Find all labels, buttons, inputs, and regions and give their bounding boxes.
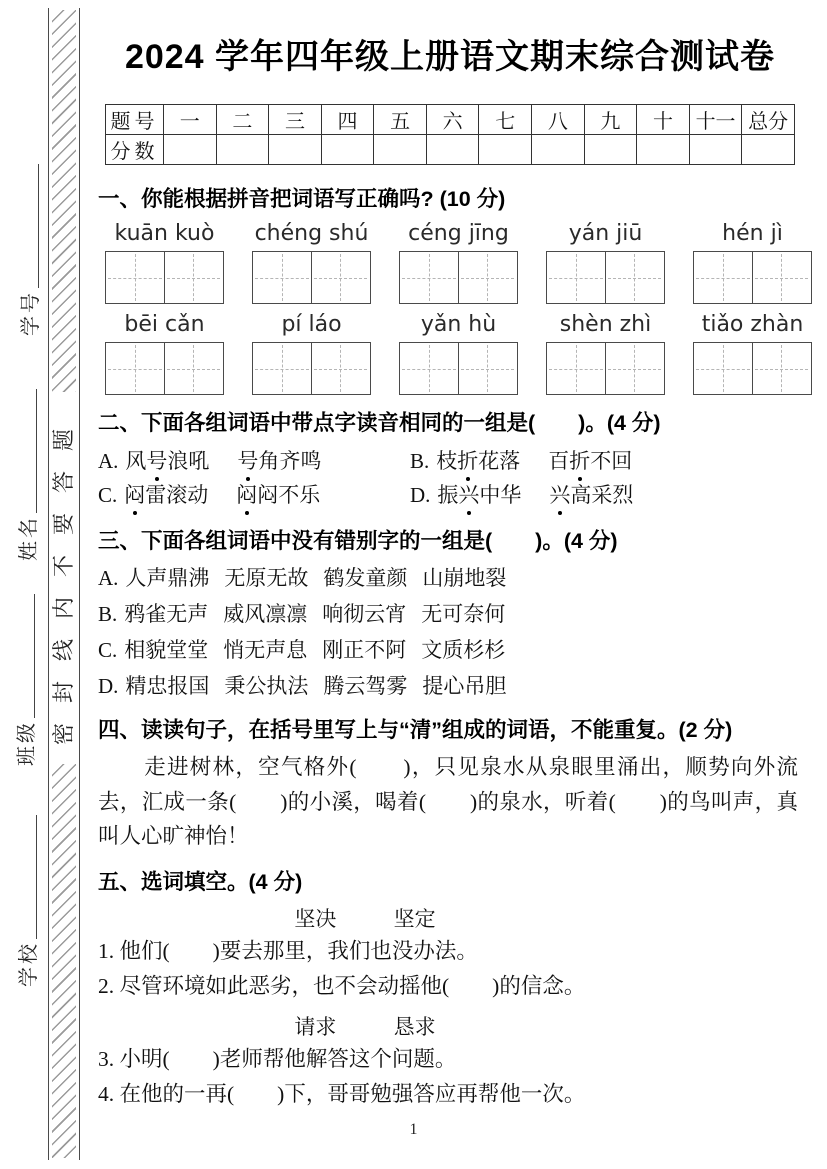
class-field [13,594,39,766]
fill-item-1: 1. 他们( )要去那里，我们也没办法。 [98,938,478,963]
pinyin-label: yǎn hù [420,312,497,337]
score-cell [689,135,742,165]
page-title: 2024 学年四年级上册语文期末综合测试卷 [124,38,776,76]
writing-grid-cell [253,252,311,303]
pinyin-label: pí láo [281,312,342,337]
fill-item-3: 3. 小明( )老师帮他解答这个问题。 [98,1046,457,1071]
option-word: 秉公执法 [224,674,309,698]
writing-grid-cell [694,343,752,394]
pinyin-tile [252,221,371,304]
score-table-header: 题号 [106,105,164,135]
pinyin-label: hén jì [722,221,783,246]
pinyin-label: yán jiū [568,221,643,246]
writing-grid-cell [547,343,605,394]
score-table-header: 分数 [106,135,164,165]
pinyin-label: kuān kuò [114,221,215,246]
writing-grid-cell [106,252,164,303]
option-label: D. [98,674,119,698]
writing-grid-cell [752,343,811,394]
option-word: 无原无故 [224,566,309,590]
option-label: A. [98,566,119,590]
option-row [98,445,410,477]
option-phrase: 风号浪吼 [125,445,209,477]
section2-heading: 二、下面各组词语中带点字读音相同的一组是( )。(4 分) [98,411,661,435]
writing-grid [399,251,518,304]
pinyin-tile [546,312,665,395]
writing-grid-cell [164,343,223,394]
option-phrase: 振兴中华 [437,479,521,511]
score-table-score-row [106,135,795,165]
exam-content [98,0,812,1112]
writing-grid [105,342,224,395]
option-row [98,479,410,511]
option-row [410,445,812,477]
page-number: 1 [409,1121,418,1138]
option-phrase: 闷闷不乐 [236,479,320,511]
option-row [98,668,812,704]
word-choice: 请求 [294,1014,337,1039]
score-cell [426,135,479,165]
option-word: 鸦雀无声 [124,602,209,626]
option-word: 无可奈何 [421,602,506,626]
pinyin-tile [399,312,518,395]
writing-grid-cell [400,343,458,394]
writing-grid-cell [164,252,223,303]
student-id-label: 学号 [20,290,42,336]
pinyin-tile [399,221,518,304]
score-cell [532,135,585,165]
pinyin-row-1 [105,221,812,304]
pinyin-tile [693,221,812,304]
option-label: D. [410,483,431,507]
option-phrase: 百折不回 [548,445,632,477]
score-table-col: 二 [216,105,269,135]
word-choice-pair-1 [105,904,625,934]
score-cell [374,135,427,165]
option-word: 山崩地裂 [422,566,507,590]
student-id-blank-line [38,164,39,288]
pinyin-tile [105,312,224,395]
name-field [15,389,41,561]
section2-options [98,445,812,511]
score-table-col: 一 [164,105,217,135]
hatch-pattern-top [52,10,76,392]
word-choice: 坚决 [294,906,337,931]
score-table-col: 八 [532,105,585,135]
writing-grid-cell [311,343,370,394]
option-label: C. [98,483,118,507]
fill-item-4: 4. 在他的一再( )下，哥哥勉强答应再帮他一次。 [98,1081,586,1106]
fill-item-2: 2. 尽管环境如此恶劣，也不会动摇他( )的信念。 [98,973,586,998]
score-table-col: 十一 [689,105,742,135]
option-label: C. [98,638,118,662]
option-word: 鹤发童颜 [323,566,408,590]
writing-grid-cell [458,252,517,303]
pinyin-tile [105,221,224,304]
score-cell [321,135,374,165]
student-id-field [17,164,43,336]
writing-grid-cell [752,252,811,303]
pinyin-tile [546,221,665,304]
option-row [98,596,812,632]
word-choice-pair-2 [105,1012,625,1042]
option-row [410,479,812,511]
option-word: 文质杉杉 [421,638,506,662]
writing-grid [693,251,812,304]
option-word: 刚正不阿 [322,638,407,662]
score-table [105,104,795,165]
writing-grid [399,342,518,395]
option-phrase: 闷雷滚动 [124,479,208,511]
word-choice: 坚定 [393,906,436,931]
score-table-col: 十 [637,105,690,135]
writing-grid [546,342,665,395]
option-word: 威风凛凛 [223,602,308,626]
name-label: 姓名 [18,515,40,561]
score-cell [164,135,217,165]
hatch-pattern-bottom [52,764,76,1158]
writing-grid [252,251,371,304]
score-table-col: 九 [584,105,637,135]
writing-grid [546,251,665,304]
option-label: B. [98,602,118,626]
section5-heading: 五、选词填空。(4 分) [98,869,303,894]
score-table-col: 四 [321,105,374,135]
option-word: 人声鼎沸 [125,566,210,590]
name-blank-line [36,389,37,513]
score-table-col: 三 [269,105,322,135]
score-cell [584,135,637,165]
score-cell [742,135,795,165]
section1-heading: 一、你能根据拼音把词语写正确吗? (10 分) [98,187,506,211]
seal-line-text: 密封线内不要答题 [51,409,76,746]
section3-options [98,560,812,704]
option-word: 相貌堂堂 [124,638,209,662]
option-word: 精忠报国 [125,674,210,698]
score-cell [479,135,532,165]
school-blank-line [36,815,37,939]
option-label: A. [98,449,119,473]
score-cell [269,135,322,165]
writing-grid-cell [253,343,311,394]
writing-grid-cell [106,343,164,394]
writing-grid [693,342,812,395]
option-phrase: 兴高采烈 [549,479,633,511]
school-field [15,815,41,987]
pinyin-row-2 [105,312,812,395]
option-row [98,632,812,668]
score-table-col: 总分 [742,105,795,135]
pinyin-label: bēi cǎn [124,312,205,337]
writing-grid-cell [694,252,752,303]
option-word: 提心吊胆 [422,674,507,698]
pinyin-label: céng jīng [408,221,509,246]
school-label: 学校 [18,941,40,987]
writing-grid-cell [458,343,517,394]
class-blank-line [34,594,35,718]
writing-grid-cell [605,252,664,303]
option-phrase: 枝折花落 [436,445,520,477]
section3-heading: 三、下面各组词语中没有错别字的一组是( )。(4 分) [98,529,618,553]
score-table-col: 五 [374,105,427,135]
option-word: 响彻云宵 [322,602,407,626]
option-label: B. [410,449,430,473]
option-phrase: 号角齐鸣 [237,445,321,477]
passage-text: 走进树林，空气格外( )，只见泉水从泉眼里涌出，顺势向外流去，汇成一条( )的小溪，喝着( )的泉水，听着( )的鸟叫声，真叫人心旷神怡！ [98,755,798,848]
option-word: 腾云驾雾 [323,674,408,698]
writing-grid-cell [605,343,664,394]
writing-grid-cell [400,252,458,303]
writing-grid-cell [311,252,370,303]
score-table-col: 七 [479,105,532,135]
score-cell [637,135,690,165]
pinyin-label: chéng shú [254,221,369,246]
option-word: 悄无声息 [223,638,308,662]
writing-grid [105,251,224,304]
pinyin-label: shèn zhì [559,312,652,337]
pinyin-tile [252,312,371,395]
class-label: 班级 [16,720,38,766]
writing-grid-cell [547,252,605,303]
section4-heading: 四、读读句子，在括号里写上与“清”组成的词语，不能重复。(2 分) [98,718,733,742]
pinyin-tile [693,312,812,395]
pinyin-label: tiǎo zhàn [701,312,804,337]
option-row [98,560,812,596]
score-cell [216,135,269,165]
score-table-question-row [106,105,795,135]
writing-grid [252,342,371,395]
score-table-col: 六 [426,105,479,135]
word-choice: 恳求 [393,1014,436,1039]
